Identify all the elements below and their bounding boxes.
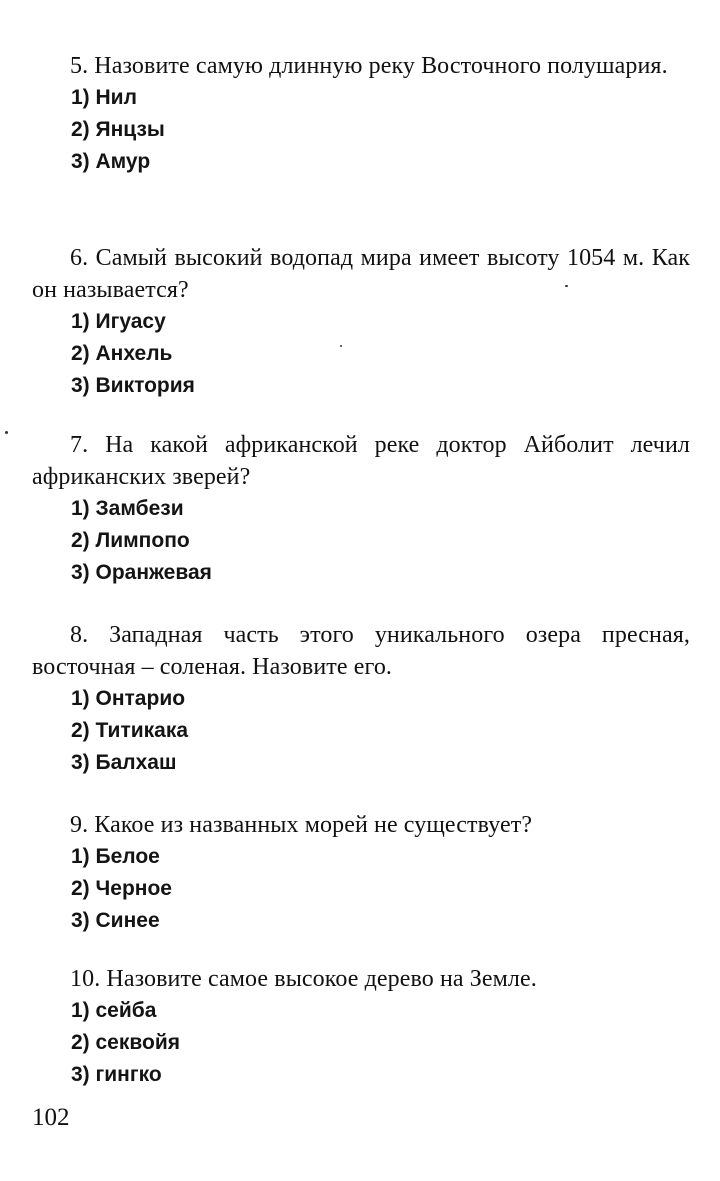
answer-option: 3) Виктория	[71, 374, 195, 397]
question-text: 10. Назовите самое высокое дерево на Земле.	[70, 966, 537, 992]
question-6	[0, 242, 720, 402]
scan-speck	[565, 285, 568, 287]
question-7	[0, 429, 720, 589]
question-5	[0, 50, 720, 178]
scan-speck	[340, 345, 342, 347]
question-text: 7. На какой африканской реке доктор Айболит лечил африканских зверей?	[32, 432, 690, 490]
answer-option: 3) Амур	[71, 150, 151, 173]
answer-option: 3) гингко	[71, 1063, 162, 1086]
answer-options	[0, 306, 720, 402]
answer-option: 1) Замбези	[71, 497, 184, 520]
answer-options	[0, 82, 720, 178]
answer-options	[0, 841, 720, 937]
answer-option: 3) Синее	[71, 909, 160, 932]
answer-option: 2) Титикака	[71, 719, 189, 742]
answer-option: 3) Оранжевая	[71, 561, 212, 584]
answer-option: 2) секвойя	[71, 1031, 180, 1054]
answer-options	[0, 493, 720, 589]
page-number: 102	[32, 1104, 70, 1131]
question-text: 6. Самый высокий водопад мира имеет высоту 1054 м. Как он называется?	[32, 245, 690, 303]
answer-option: 1) Белое	[71, 845, 160, 868]
answer-option: 2) Черное	[71, 877, 172, 900]
answer-option: 1) Онтарио	[71, 687, 186, 710]
question-10	[0, 963, 720, 1091]
answer-option: 2) Анхель	[71, 342, 173, 365]
question-text: 9. Какое из названных морей не существует?	[70, 812, 533, 838]
question-text: 8. Западная часть этого уникального озера пресная, восточная – соленая. Назовите его.	[32, 622, 690, 680]
answer-option: 1) Нил	[71, 86, 137, 109]
answer-option: 2) Янцзы	[71, 118, 165, 141]
question-8	[0, 619, 720, 779]
answer-options	[0, 995, 720, 1091]
answer-option: 2) Лимпопо	[71, 529, 190, 552]
answer-option: 3) Балхаш	[71, 751, 177, 774]
question-text: 5. Назовите самую длинную реку Восточного полушария.	[70, 53, 668, 79]
question-9	[0, 809, 720, 937]
answer-option: 1) сейба	[71, 999, 157, 1022]
answer-option: 1) Игуасу	[71, 310, 166, 333]
answer-options	[0, 683, 720, 779]
scan-speck	[5, 431, 8, 434]
